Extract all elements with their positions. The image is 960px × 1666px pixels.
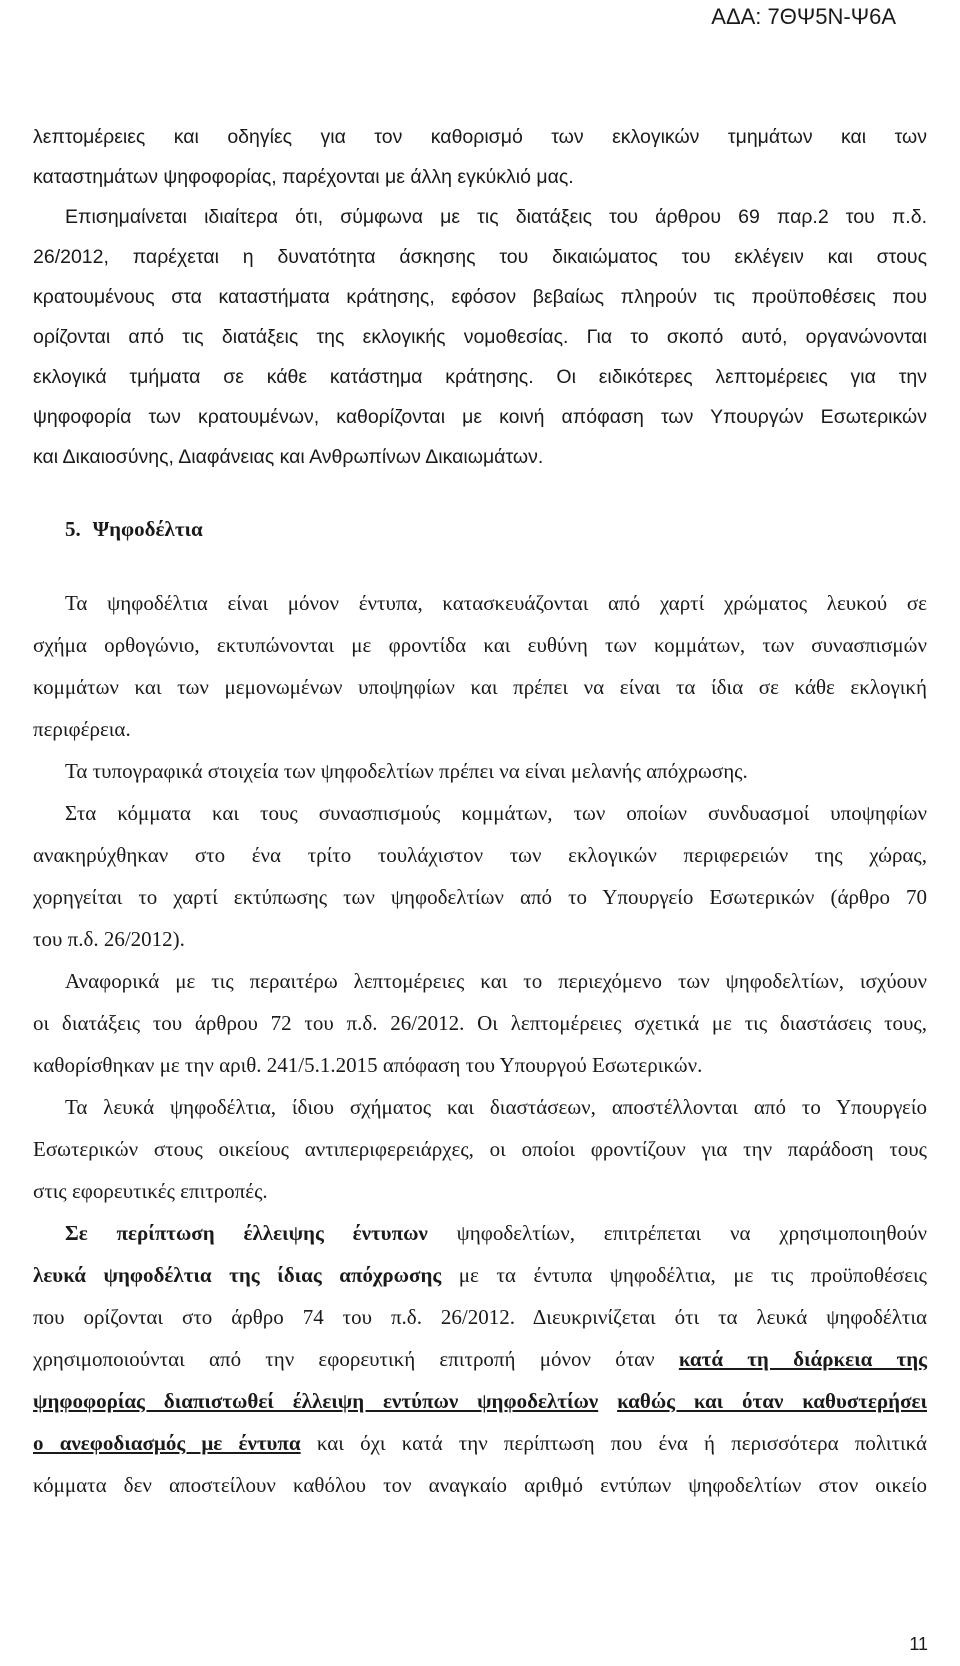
document-body — [33, 117, 927, 1506]
section-heading — [65, 507, 927, 551]
text-run — [598, 1389, 617, 1413]
section-number: 5. — [65, 517, 81, 541]
text-line — [33, 1422, 927, 1464]
page-number: 11 — [909, 1634, 928, 1654]
text-line — [33, 1338, 927, 1380]
bold-phrase: Σε περίπτωση έλλειψης έντυπων — [65, 1221, 428, 1245]
bold-phrase: λευκά ψηφοδέλτια της ίδιας απόχρωσης — [33, 1263, 442, 1287]
text-line: ψηφοφορία των κρατουμένων, καθορίζονται με κοινή απόφαση των Υπουργών Εσωτερικών — [33, 406, 927, 428]
text-line: χορηγείται το χαρτί εκτύπωσης των ψηφοδελτίων από το Υπουργείο Εσωτερικών (άρθρο 70 — [33, 885, 927, 909]
text-line — [33, 1212, 927, 1254]
text-line: εκλογικά τμήματα σε κάθε κατάστημα κράτησης. Οι ειδικότερες λεπτομέρειες για την — [33, 366, 927, 388]
text-line: Εσωτερικών στους οικείους αντιπεριφερειάρχες, οι οποίοι φροντίζουν για την παράδοση τους — [33, 1137, 927, 1161]
text-line — [33, 1254, 927, 1296]
text-line: που ορίζονται στο άρθρο 74 του π.δ. 26/2012. Διευκρινίζεται ότι τα λευκά ψηφοδέλτια — [33, 1305, 927, 1329]
text-line: ορίζονται από τις διατάξεις της εκλογικής νομοθεσίας. Για το σκοπό αυτό, οργανώνονται — [33, 326, 927, 348]
text-line: λεπτομέρειες και οδηγίες για τον καθορισμό των εκλογικών τμημάτων και των — [33, 126, 927, 148]
text-run: χρησιμοποιούνται από την εφορευτική επιτροπή μόνον όταν — [33, 1347, 679, 1371]
text-run: και όχι κατά την περίπτωση που ένα ή περισσότερα πολιτικά — [300, 1431, 928, 1455]
text-line: καθορίσθηκαν με την αριθ. 241/5.1.2015 απόφαση του Υπουργού Εσωτερικών. — [33, 1053, 703, 1077]
bold-underlined-phrase: καθώς και όταν καθυστερήσει — [617, 1389, 928, 1413]
text-line: και Δικαιοσύνης, Διαφάνειας και Ανθρωπίνων Δικαιωμάτων. — [33, 446, 544, 468]
text-line: ανακηρύχθηκαν στο ένα τρίτο τουλάχιστον των εκλογικών περιφερειών της χώρας, — [33, 843, 927, 867]
text-line — [33, 1380, 927, 1422]
intro-section — [33, 117, 927, 477]
text-run: ψηφοδελτίων, επιτρέπεται να χρησιμοποιηθούν — [427, 1221, 927, 1245]
text-line: Τα ψηφοδέλτια είναι μόνον έντυπα, κατασκευάζονται από χαρτί χρώματος λευκού σε — [65, 591, 927, 615]
text-line: Αναφορικά με τις περαιτέρω λεπτομέρειες και το περιεχόμενο των ψηφοδελτίων, ισχύουν — [65, 969, 927, 993]
text-line: Επισημαίνεται ιδιαίτερα ότι, σύμφωνα με τις διατάξεις του άρθρου 69 παρ.2 του π.δ. — [65, 206, 927, 228]
text-line: κομμάτων και των μεμονωμένων υποψηφίων και πρέπει να είναι τα ίδια σε κάθε εκλογική — [33, 675, 927, 699]
section-title: Ψηφοδέλτια — [92, 517, 203, 541]
text-line: περιφέρεια. — [33, 717, 131, 741]
text-line: κόμματα δεν αποστείλουν καθόλου τον αναγκαίο αριθμό εντύπων ψηφοδελτίων στον οικείο — [33, 1473, 927, 1497]
text-line: Τα λευκά ψηφοδέλτια, ίδιου σχήματος και διαστάσεων, αποστέλλονται από το Υπουργείο — [65, 1095, 927, 1119]
text-line: 26/2012, παρέχεται η δυνατότητα άσκησης του δικαιώματος του εκλέγειν και στους — [33, 246, 927, 268]
ballots-section — [33, 582, 927, 1506]
text-line: Τα τυπογραφικά στοιχεία των ψηφοδελτίων πρέπει να είναι μελανής απόχρωσης. — [65, 759, 748, 783]
text-line: στις εφορευτικές επιτροπές. — [33, 1179, 268, 1203]
text-run: με τα έντυπα ψηφοδέλτια, με τις προϋποθέσεις — [441, 1263, 927, 1287]
text-line: Στα κόμματα και τους συνασπισμούς κομμάτων, των οποίων συνδυασμοί υποψηφίων — [65, 801, 927, 825]
bold-underlined-phrase: ο ανεφοδιασμός με έντυπα — [33, 1431, 301, 1455]
ada-code: ΑΔΑ: 7ΘΨ5Ν-Ψ6Α — [711, 4, 896, 29]
bold-underlined-phrase: κατά τη διάρκεια της — [678, 1347, 927, 1371]
bold-underlined-phrase: ψηφοφορίας διαπιστωθεί έλλειψη εντύπων ψηφοδελτίων — [33, 1389, 599, 1413]
text-line: του π.δ. 26/2012). — [33, 927, 185, 951]
text-line: καταστημάτων ψηφοφορίας, παρέχονται με άλλη εγκύκλιό μας. — [33, 166, 574, 188]
text-line: κρατουμένους στα καταστήματα κράτησης, εφόσον βεβαίως πληρούν τις προϋποθέσεις που — [33, 286, 927, 308]
text-line: οι διατάξεις του άρθρου 72 του π.δ. 26/2012. Οι λεπτομέρειες σχετικά με τις διαστάσεις τους, — [33, 1011, 927, 1035]
text-line: σχήμα ορθογώνιο, εκτυπώνονται με φροντίδα και ευθύνη των κομμάτων, των συνασπισμών — [33, 633, 927, 657]
